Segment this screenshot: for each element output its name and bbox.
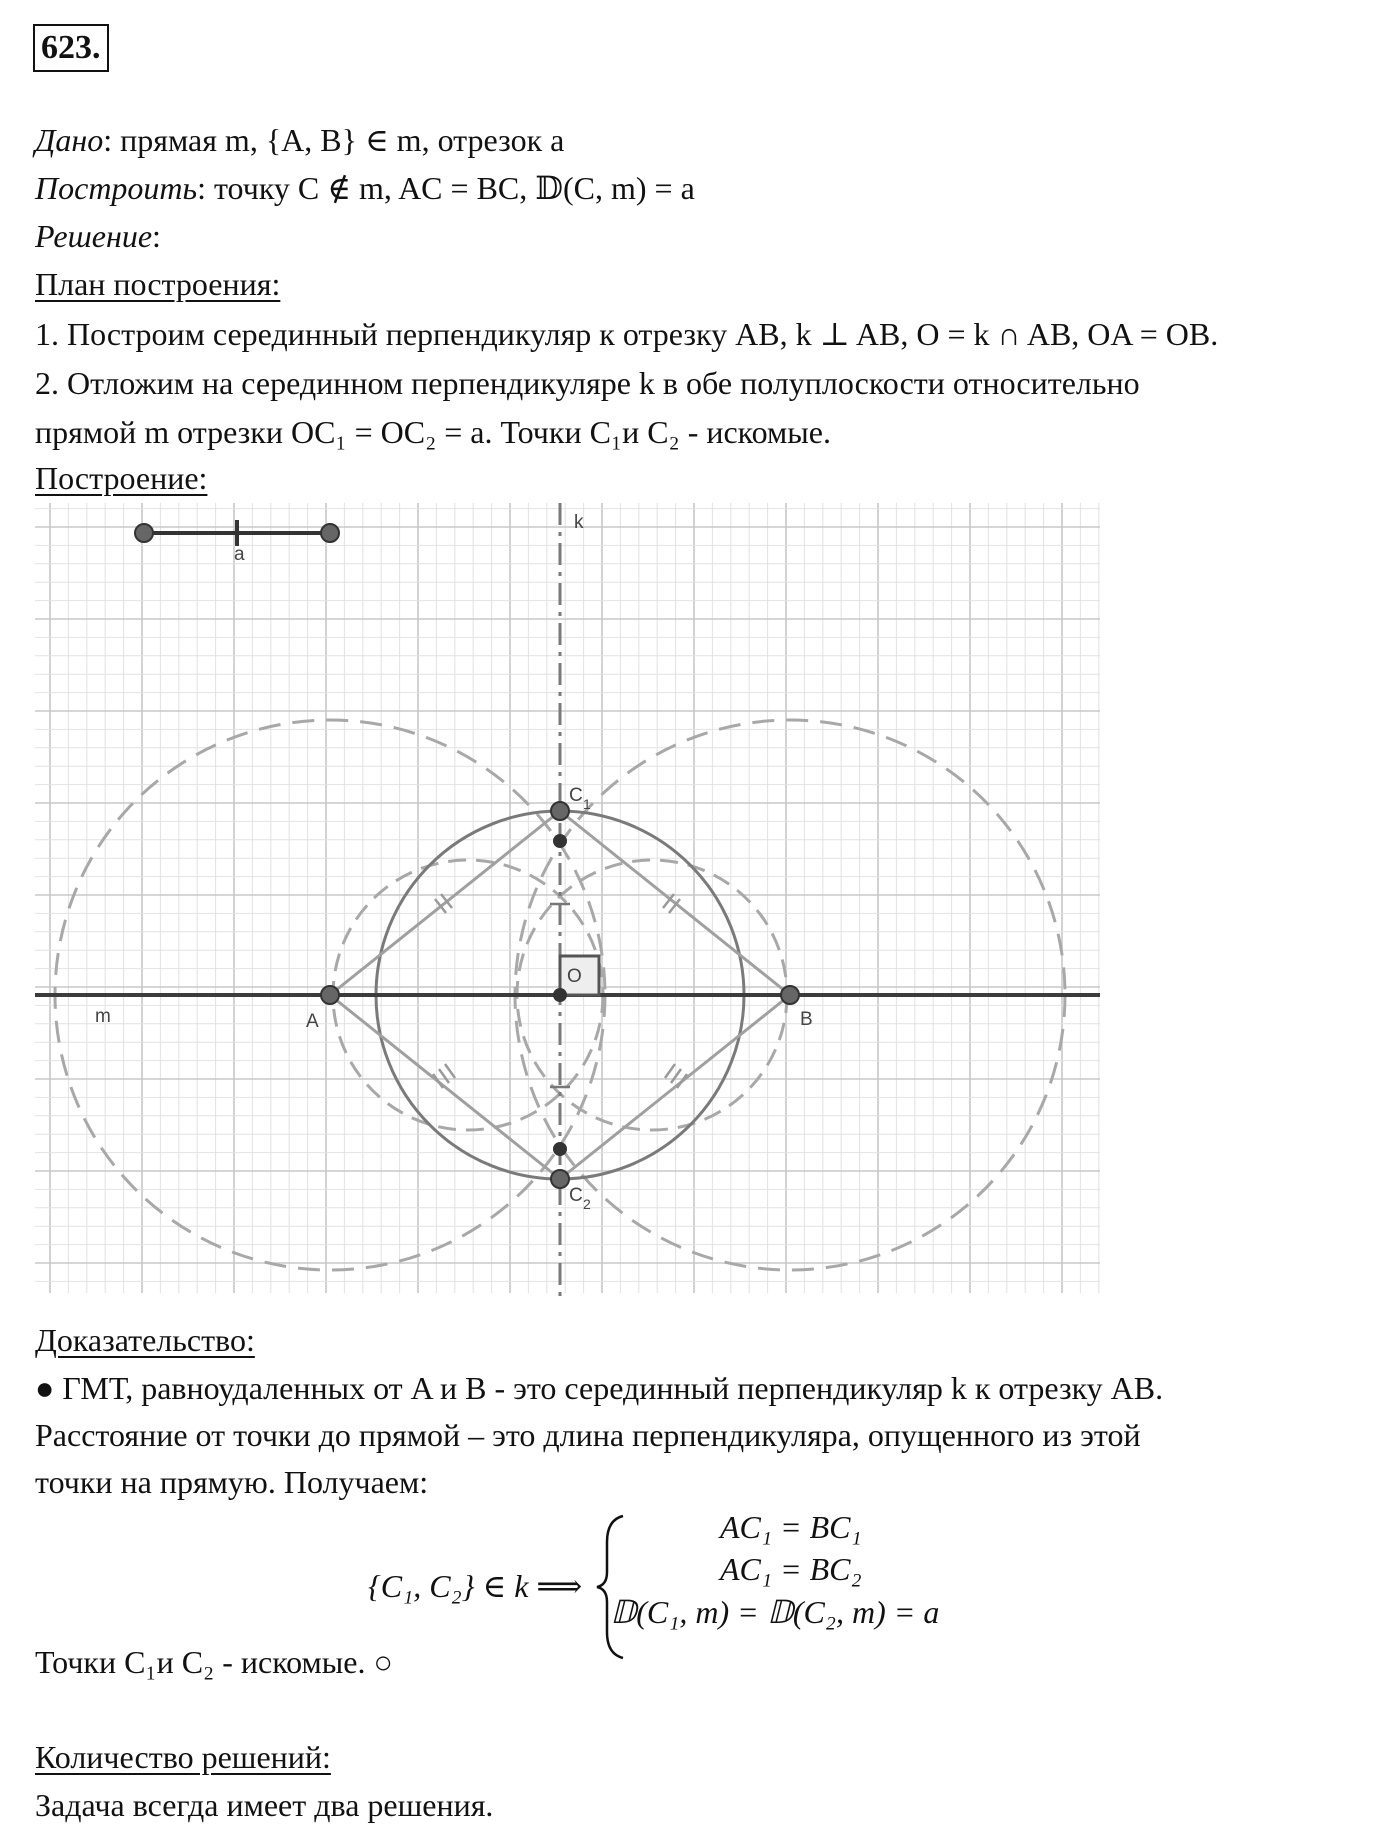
given-label: Дано [35, 122, 104, 158]
construction-figure [35, 503, 1110, 1303]
point-B [781, 986, 799, 1004]
problem-number: 623. [33, 24, 109, 72]
given-text: : прямая m, {A, B} ∈ m, отрезок a [103, 122, 565, 158]
label-A: A [306, 1011, 319, 1032]
label-k: k [574, 512, 584, 533]
label-C1-sub: 1 [583, 796, 591, 812]
label-a: a [234, 544, 245, 565]
plan-step-2-line-1: 2. Отложим на серединном перпендикуляре k в обе полуплоскости относительно [35, 365, 1140, 401]
label-B: B [800, 1009, 813, 1030]
system-lhs: {C₁, C₂} ∈ k ⟹ [368, 1568, 583, 1604]
construction-heading: Построение: [35, 460, 208, 496]
label-O: O [567, 966, 582, 987]
point-C2 [551, 1170, 569, 1188]
segment-AC2 [330, 995, 560, 1179]
solution-label: Решение [35, 218, 153, 254]
conclusion: Точки C₁и C₂ - искомые. ○ [35, 1644, 393, 1680]
label-C2-sub: 2 [583, 1196, 591, 1212]
solution-text: : [152, 218, 161, 254]
point-A [321, 986, 339, 1004]
plan-heading: План построения: [35, 266, 281, 302]
proof-line-3: точки на прямую. Получаем: [35, 1464, 429, 1500]
point-O [553, 988, 567, 1002]
system-eq-2: AC₁ = BC₂ [720, 1551, 862, 1587]
plan-step-1: 1. Построим серединный перпендикуляр к отрезку AB, k ⊥ AB, O = k ∩ AB, OA = OB. [35, 316, 1219, 352]
segment-AC1 [330, 811, 560, 995]
point-C1 [551, 802, 569, 820]
construct-label: Построить [35, 170, 198, 206]
construct-text: : точку C ∉ m, AC = BC, 𝔻(C, m) = a [197, 170, 695, 206]
solution-line [35, 214, 161, 258]
label-m: m [95, 1006, 111, 1027]
proof-line-1: ● ГМТ, равноудаленных от A и B - это серединный перпендикуляр k к отрезку AB. [35, 1370, 1164, 1406]
system-brace [593, 1512, 627, 1662]
label-C2: C [569, 1185, 583, 1206]
segment-BC2 [560, 995, 790, 1179]
given-line [35, 118, 564, 162]
system-eq-1: AC₁ = BC₁ [720, 1509, 862, 1545]
intersection-upper [553, 834, 567, 848]
construct-line [35, 166, 695, 210]
proof-line-2: Расстояние от точки до прямой – это длина перпендикуляра, опущенного из этой [35, 1417, 1141, 1453]
segment-a-endpoint-1 [135, 524, 153, 542]
segment-a-endpoint-2 [321, 524, 339, 542]
count-text: Задача всегда имеет два решения. [35, 1787, 494, 1823]
system-eq-3: 𝔻(C₁, m) = 𝔻(C₂, m) = a [610, 1594, 940, 1630]
plan-step-2-line-2: прямой m отрезки OC₁ = OC₂ = a. Точки C₁и C₂ - искомые. [35, 414, 831, 450]
proof-heading: Доказательство: [35, 1322, 255, 1358]
count-heading: Количество решений: [35, 1739, 331, 1775]
intersection-lower [553, 1142, 567, 1156]
label-C1: C [569, 785, 583, 806]
